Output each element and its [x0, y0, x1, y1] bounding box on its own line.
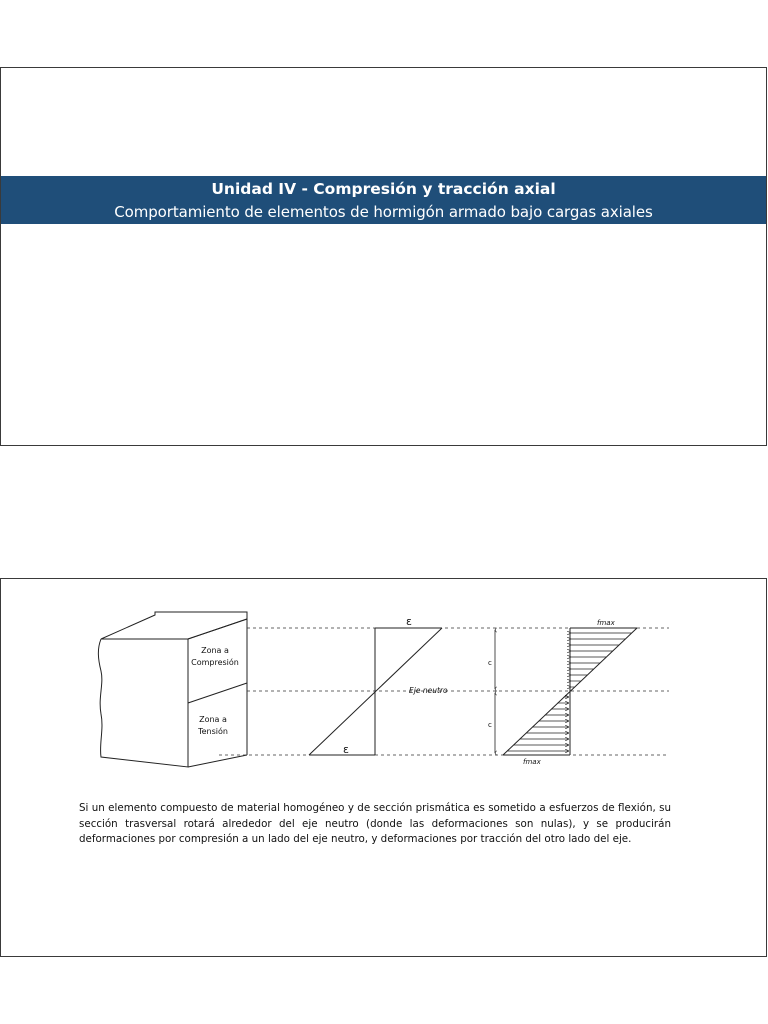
slide-title: Unidad IV - Compresión y tracción axial: [211, 180, 556, 198]
title-slide: [0, 67, 767, 446]
zone-tension-label-1: Zona a: [199, 715, 227, 724]
flexure-diagram: [1, 579, 768, 789]
slide-subtitle: Comportamiento de elementos de hormigón armado bajo cargas axiales: [114, 203, 653, 221]
neutral-axis-label: Eje neutro: [409, 686, 448, 695]
c-bottom-label: c: [488, 721, 492, 729]
beam-section: [98, 612, 247, 767]
zone-tension-label-2: Tensión: [198, 727, 228, 736]
fmax-top-label: fmax: [597, 619, 615, 627]
explanation-paragraph: Si un elemento compuesto de material homogéneo y de sección prismática es sometido a esfuerzos de flexión, su sección trasversal rotará alrededor del eje neutro (donde las deformaciones son nulas), y se producirán deformaciones por compresión a un lado del eje neutro, y deformaciones por tracción del otro lado del eje.: [79, 802, 671, 845]
content-slide: [0, 578, 767, 957]
stress-diagram: [503, 628, 637, 755]
epsilon-top-label: ε: [406, 615, 412, 628]
title-band: [1, 176, 766, 224]
zone-compression-label-2: Compresión: [191, 658, 239, 667]
c-top-label: c: [488, 659, 492, 667]
epsilon-bottom-label: ε: [343, 743, 349, 756]
fmax-bottom-label: fmax: [523, 758, 541, 766]
zone-compression-label-1: Zona a: [201, 646, 229, 655]
